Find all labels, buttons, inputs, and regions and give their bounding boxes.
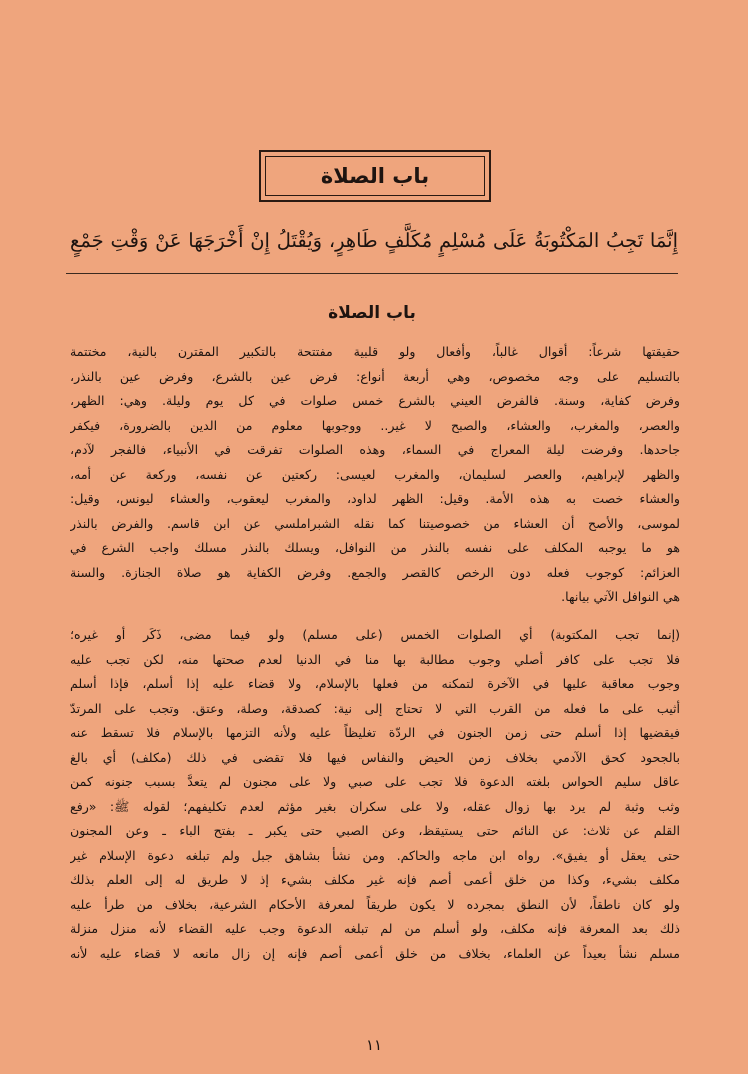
text-line: جاحدها. وفرضت ليلة المعراج في السماء، وهذه الصلوات تفرقت في الأنبياء، فالفجر لآدم، [70,442,680,457]
text-line: والعشاء خصت به هذه الأمة. وقيل: الظهر لداود، والمغرب ليعقوب، والعشاء ليونس، وقيل: [70,491,680,506]
text-line: وثب وثبة لم يرد بها زوال عقله، ولا على سكران بغير مؤثم لعدم تكليفهم؛ لقوله ﷺ: «رفع [70,798,680,814]
text-line: حتى يعقل أو يفيق». رواه ابن ماجه والحاكم. ومن نشأ بشاهق جبل ولم تبلغه دعوة الإسلام غير [70,847,680,863]
text-line: القلم عن ثلاث: عن النائم حتى يستيقظ، وعن الصبي حتى يكبر ـ بفتح الباء ـ وعن المجنون [70,823,680,838]
chapter-title-frame [259,150,491,202]
commentary-paragraph-2 [70,623,680,966]
text-line: والظهر لإبراهيم، والعصر لسليمان، والمغرب لعيسى: ركعتين عن نفسه، وركعة عن أمه، [70,466,680,482]
text-line: أثيب على ما فعله من القرب التي لا تحتاج إلى نية: كصدقة، وصلة، وعتق. وتجب على المرتدّ [70,700,680,716]
matn-text: إِنَّمَا تَجِبُ المَكْتُوبَةُ عَلَى مُسْلِمٍ مُكَلَّفٍ طَاهِرٍ، وَيُقْتَلُ إِنْ أَخْرَجَهَا عَنْ وَقْتِ جَمْعٍ [70,229,678,252]
chapter-title: باب الصلاة [320,164,430,188]
text-line: (إنما تجب المكتوبة) أي الصلوات الخمس (على مسلم) ولو فيما مضى، ذَكَر أو غيره؛ [70,627,680,642]
text-line: هو ما يوجبه المكلف على نفسه بالنذر من النوافل، ويسلك بالنذر مسلك واجب الشرع في [70,540,680,555]
text-line: العزائم: كوجوب فعله دون الرخص كالقصر والجمع. وفرض الكفاية هو صلاة الجنازة. والسنة [70,564,680,580]
section-divider [66,273,678,274]
text-line: مسلم نشأ بعيداً عن العلماء، بخلاف من خلق أعمى أصم فإنه إن زال مانعه لا قضاء عليه لأنه [70,945,680,961]
text-line: والعصر، والمغرب، والعشاء، والصبح لا غير.. ووجوبها معلوم من الدين بالضرورة، فيكفر [70,417,680,433]
commentary-paragraph-1 [70,340,680,610]
text-line: ولو كان ناطقاً، لأن النطق بمجرده لا يكون طريقاً لمعرفة الأحكام الشرعية، بخلاف من طرأ عليه [70,896,680,912]
text-line: مكلف بشيء، وكذا من خلق أعمى أصم فإنه غير مكلف بشيء إذ لا طريق له إلى العلم بذلك [70,872,680,887]
text-line: فيقضيها إذا أسلم حتى زمن الجنون في الردّة تغليظاً عليه ولأنه التزمها بالإسلام فلا تسقط عنه [70,725,680,740]
text-line: بالجحود كحق الآدمي بخلاف زمن الحيض والنفاس فيها فلا تقضى في ذلك (مكلف) أي بالغ [70,749,680,765]
text-line: بالتسليم على وجه مخصوص، وهي أربعة أنواع: فرض عين بالشرع، وفرض عين بالنذر، [70,368,680,384]
text-line: فلا تجب على كافر أصلي وجوب مطالبة بها منا في الدنيا لعدم صحتها منه، لكن تجب عليه [70,651,680,667]
text-line: وفرض كفاية، وسنة. فالفرض العيني بالشرع خمس صلوات في كل يوم وليلة. وهي: الظهر، [70,393,680,408]
page-number: ١١ [365,1036,383,1054]
text-line: هي النوافل الآتي بيانها. [561,589,680,604]
text-line: حقيقتها شرعاً: أقوال غالباً، وأفعال ولو قلبية مفتتحة بالتكبير المقترن بالنية، مختتمة [70,344,680,359]
text-line: ذلك بعد المعرفة فإنه مكلف، ولو أسلم من لم تبلغه الدعوة وجب عليه القضاء لأنه منزل منزلة [70,921,680,936]
commentary-heading: باب الصلاة [328,303,416,323]
text-line: عاقل سليم الحواس بلغته الدعوة فلا تجب على صبي ولا على مجنون لم يتعدَّ بسبب جنونه كمن [70,774,680,789]
text-line: لموسى، والأصح أن العشاء من خصوصيتنا كما نقله الشبراملسي عن ابن قاسم. والفرض بالنذر [70,515,680,531]
text-line: وجوب معاقبة عليها في الآخرة لتمكنه من فعلها بالإسلام، ولا قضاء عليه إذا أسلم، فإذا أسلم [70,676,680,691]
